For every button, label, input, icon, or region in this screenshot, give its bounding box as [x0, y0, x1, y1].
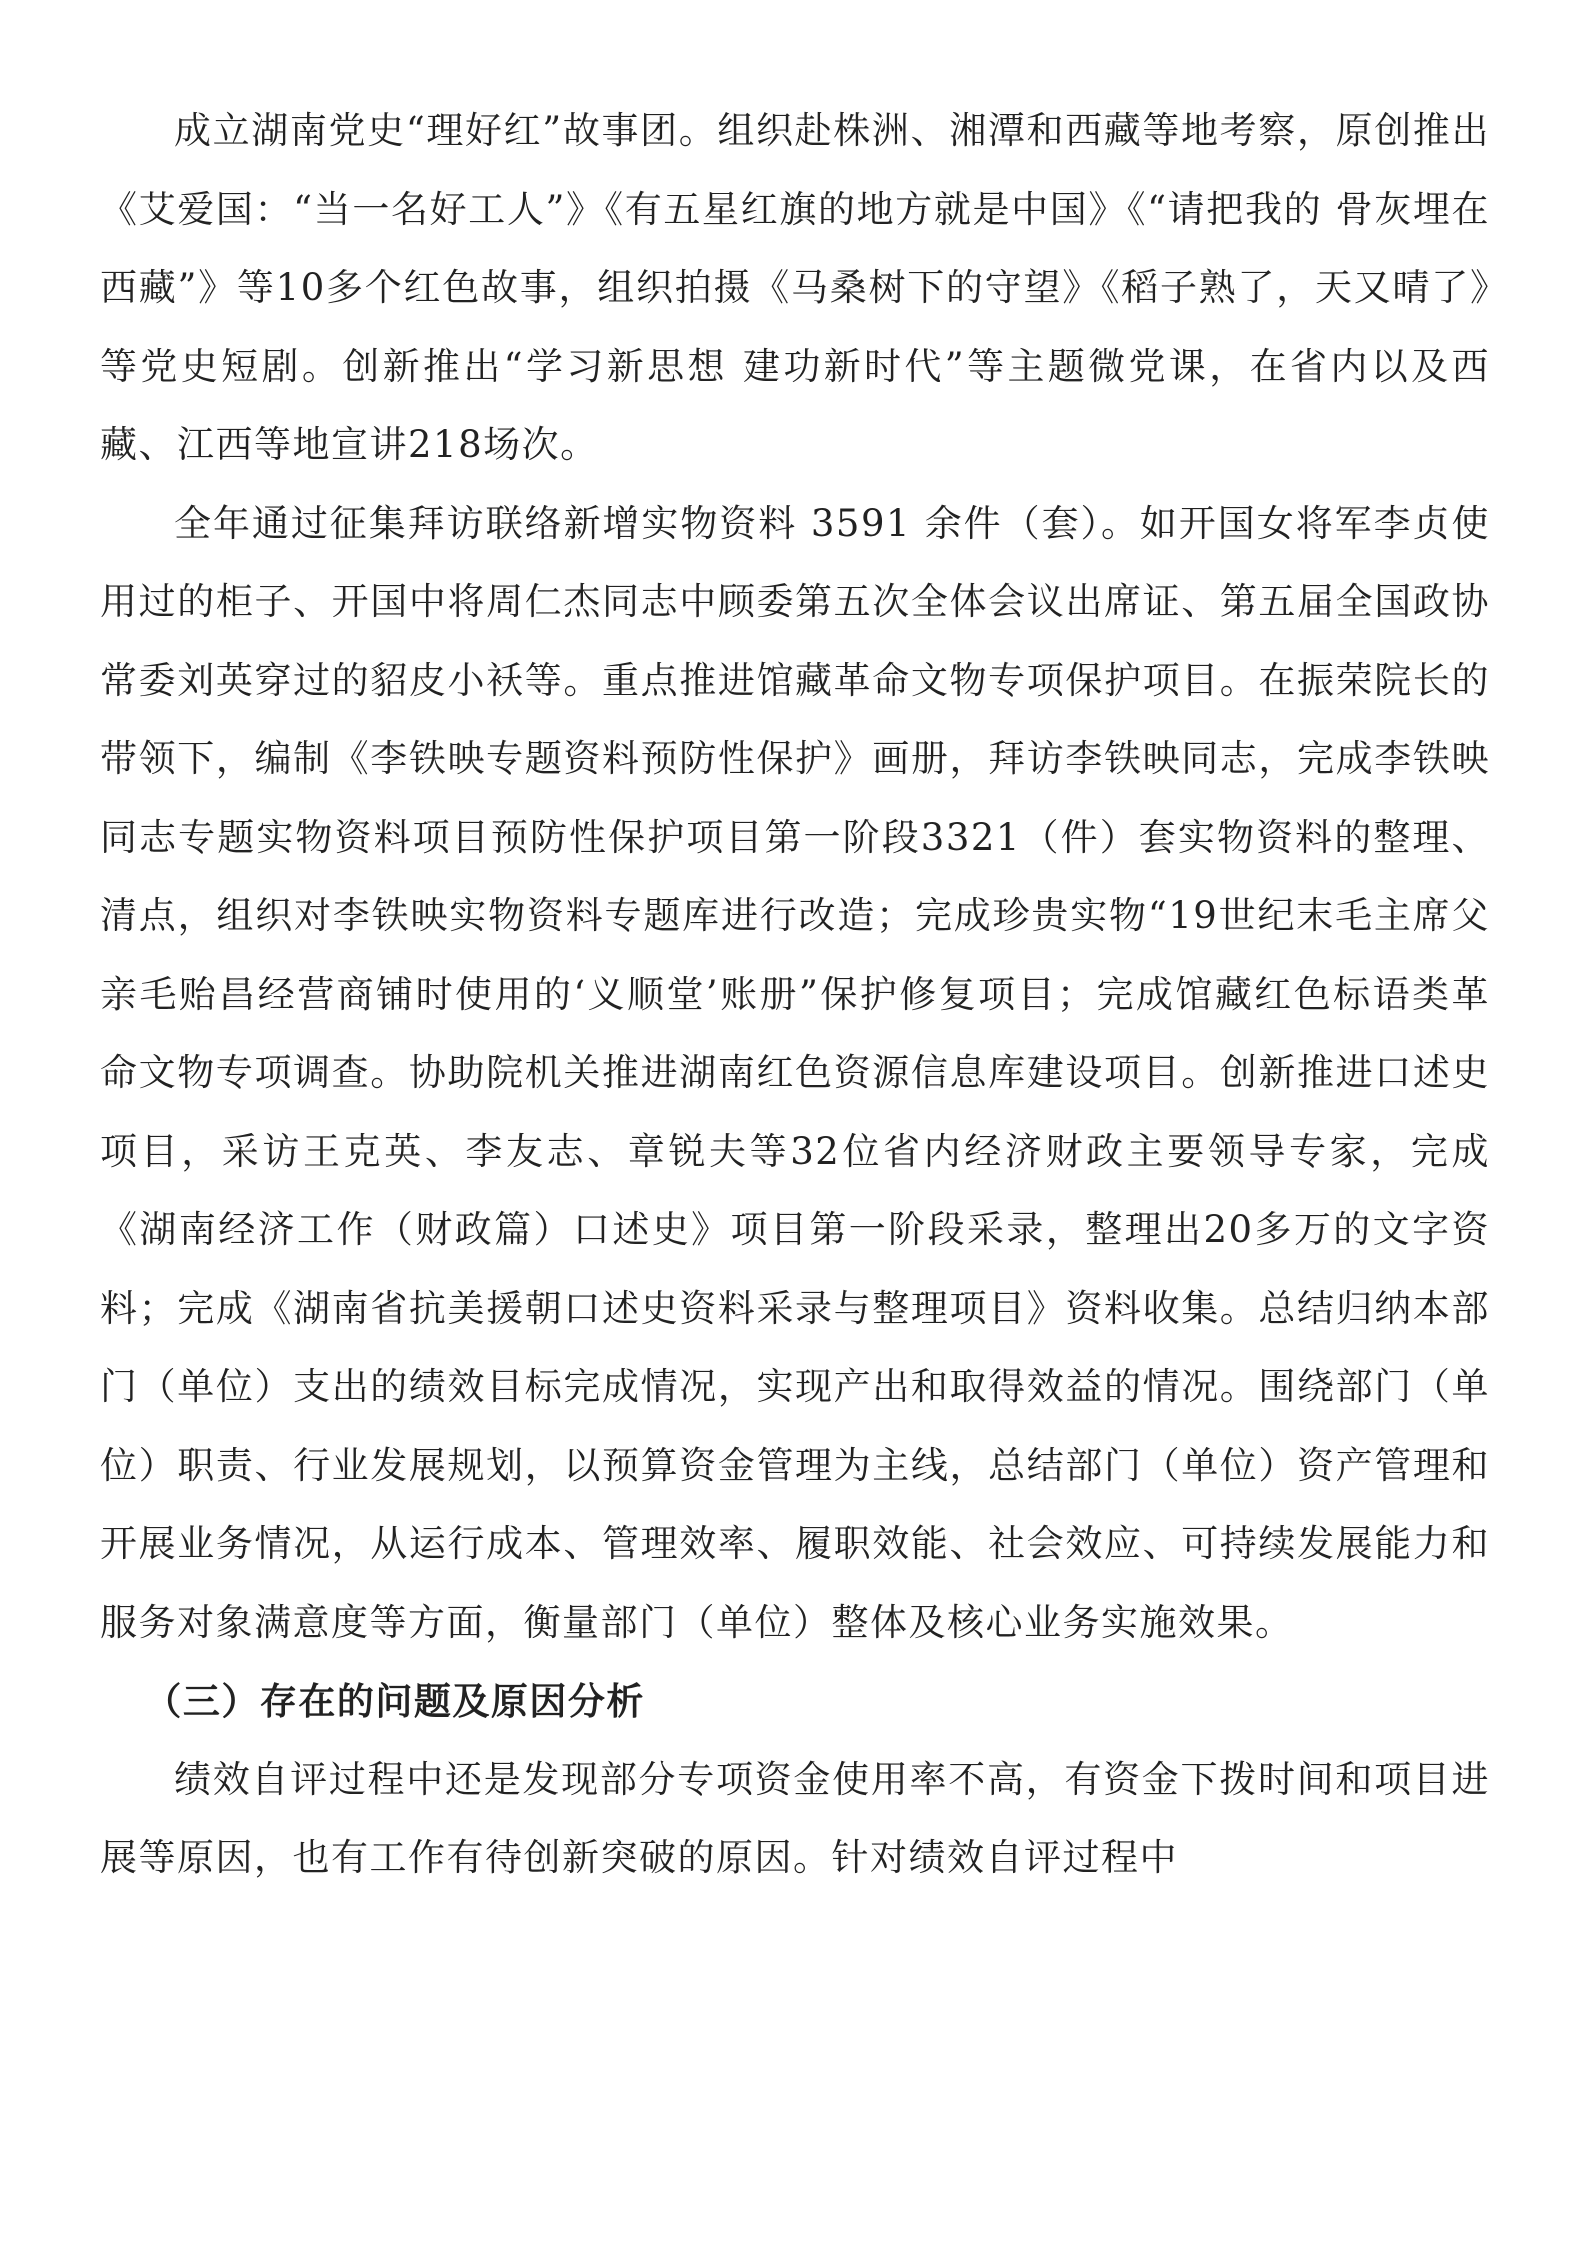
paragraph-artifact-collection: 全年通过征集拜访联络新增实物资料 3591 余件（套）。如开国女将军李贞使用过的柜子、开国中将周仁杰同志中顾委第五次全体会议出席证、第五届全国政协常委刘英穿过的貂皮小袄等。重点推进馆藏革命文物专项保护项目。在振荣院长的带领下，编制《李铁映专题资料预防性保护》画册，拜访李铁映同志，完成李铁映同志专题实物资料项目预防性保护项目第一阶段3321（件）套实物资料的整理、清点，组织对李铁映实物资料专题库进行改造；完成珍贵实物“19世纪末毛主席父亲毛贻昌经营商铺时使用的‘义顺堂’账册”保护修复项目；完成馆藏红色标语类革命文物专项调查。协助院机关推进湖南红色资源信息库建设项目。创新推进口述史项目，采访王克英、李友志、章锐夫等32位省内经济财政主要领导专家，完成《湖南经济工作（财政篇）口述史》项目第一阶段采录，整理出20多万的文字资料；完成《湖南省抗美援朝口述史资料采录与整理项目》资料收集。总结归纳本部门（单位）支出的绩效目标完成情况，实现产出和取得效益的情况。围绕部门（单位）职责、行业发展规划，以预算资金管理为主线，总结部门（单位）资产管理和开展业务情况，从运行成本、管理效率、履职效能、社会效应、可持续发展能力和服务对象满意度等方面，衡量部门（单位）整体及核心业务实施效果。 [100, 501, 1490, 1644]
document-page [100, 92, 1490, 1898]
paragraph-problems-analysis: 绩效自评过程中还是发现部分专项资金使用率不高，有资金下拨时间和项目进展等原因，也有工作有待创新突破的原因。针对绩效自评过程中 [100, 1757, 1490, 1879]
section-heading-problems: （三）存在的问题及原因分析 [144, 1679, 645, 1723]
paragraph-red-story-troupe: 成立湖南党史“理好红”故事团。组织赴株洲、湘潭和西藏等地考察，原创推出《艾爱国：“当一名好工人”》《有五星红旗的地方就是中国》《“请把我的 骨灰埋在西藏”》等10多个红色故事，组织拍摄《马桑树下的守望》《稻子熟了，天又晴了》等党史短剧。创新推出“学习新思想 建功新时代”等主题微党课，在省内以及西藏、江西等地宣讲218场次。 [100, 109, 1490, 466]
